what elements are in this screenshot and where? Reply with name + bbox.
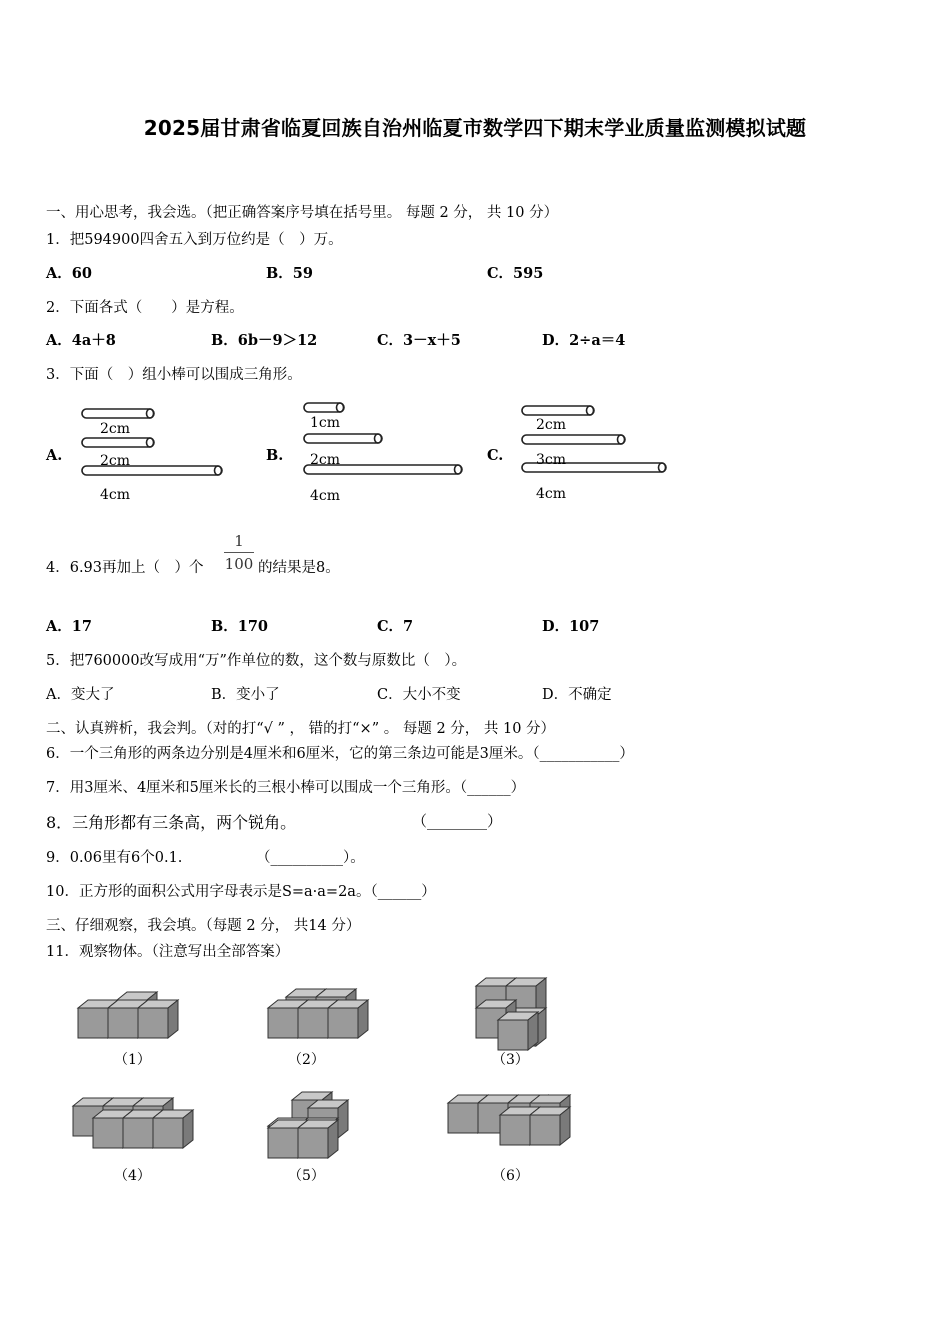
stick-c1-label: 2cm	[536, 417, 567, 433]
stick-c2	[522, 435, 625, 444]
stick-group-a	[76, 402, 236, 507]
q8-blank: （________）	[412, 812, 503, 830]
q7-text: 7．用3厘米、4厘米和5厘米长的三根小棒可以围成一个三角形。（______）	[46, 780, 526, 796]
stick-c1	[522, 406, 594, 415]
q10-text: 10．正方形的面积公式用字母表示是S=a·a=2a。（______）	[46, 884, 436, 900]
page-title: 2025届甘肃省临夏回族自治州临夏市数学四下期末学业质量监测模拟试题	[143, 116, 807, 140]
stick-a3-label: 4cm	[100, 487, 131, 503]
q4-text-before: 4．6.93再加上（ ）个	[46, 560, 204, 576]
stick-group-b	[298, 396, 473, 508]
stick-a2-label: 2cm	[100, 453, 131, 469]
figure-4-label: （4）	[114, 1168, 151, 1184]
q2-option-a: A．4a＋8	[46, 332, 116, 349]
stick-c2-label: 3cm	[536, 452, 567, 468]
q5-option-c: C．大小不变	[377, 687, 461, 703]
stick-b1-label: 1cm	[310, 415, 341, 431]
q4-text-after: 的结果是8。	[258, 560, 340, 576]
q2-option-d: D．2÷a＝4	[542, 332, 626, 349]
q11-text: 11．观察物体。（注意写出全部答案）	[46, 944, 290, 960]
cube-figure-2	[268, 989, 368, 1038]
q5-option-b: B．变小了	[211, 687, 280, 703]
q5-option-d: D．不确定	[542, 687, 612, 703]
stick-b2-label: 2cm	[310, 452, 341, 468]
stick-b2	[304, 434, 382, 443]
figure-5-label: （5）	[288, 1168, 325, 1184]
q5-option-a: A．变大了	[46, 687, 115, 703]
q4-option-c: C．7	[377, 618, 414, 635]
q4-option-a: A．17	[46, 618, 92, 635]
cube-figure-3	[476, 978, 546, 1050]
fraction-bar	[224, 552, 254, 553]
q9-blank: （__________）。	[256, 850, 365, 866]
cube-figure-1	[78, 992, 178, 1038]
stick-group-c	[516, 400, 676, 505]
q1-text: 1．把594900四舍五入到万位约是（ ）万。	[46, 232, 343, 248]
section3-heading: 三、仔细观察，我会填。（每题 2 分， 共14 分）	[46, 918, 361, 934]
q4-option-b: B．170	[211, 618, 269, 635]
q3-option-a-label: A.	[46, 447, 63, 464]
q3-option-c-label: C.	[487, 447, 504, 464]
q4-option-d: D．107	[542, 618, 600, 635]
cube-figure-6	[448, 1095, 570, 1145]
q2-text: 2．下面各式（ ）是方程。	[46, 300, 244, 316]
q3-text: 3．下面（ ）组小棒可以围成三角形。	[46, 367, 302, 383]
stick-b3-label: 4cm	[310, 488, 341, 504]
stick-a1-label: 2cm	[100, 421, 131, 437]
q5-text: 5．把760000改写成用“万”作单位的数，这个数与原数比（ ）。	[46, 653, 467, 669]
section1-heading: 一、用心思考，我会选。（把正确答案序号填在括号里。 每题 2 分， 共 10 分）	[46, 205, 559, 221]
figure-2-label: （2）	[288, 1052, 325, 1068]
q1-option-b: B．59	[266, 265, 313, 282]
cube-figure-5	[268, 1092, 348, 1158]
stick-a1	[82, 409, 154, 418]
q4-fraction	[222, 531, 256, 574]
q2-option-b: B．6b－9＞12	[211, 332, 318, 349]
q9-text: 9．0.06里有6个0.1.	[46, 850, 183, 866]
section2-heading: 二、认真辨析，我会判。（对的打“√ ” ， 错的打“×” 。 每题 2 分， 共 10 分）	[46, 721, 556, 737]
figure-1-label: （1）	[114, 1052, 151, 1068]
figure-6-label: （6）	[492, 1168, 529, 1184]
q6-text: 6．一个三角形的两条边分别是4厘米和6厘米，它的第三条边可能是3厘米。（___________）	[46, 746, 634, 762]
q1-option-a: A．60	[46, 265, 92, 282]
q3-option-b-label: B.	[266, 447, 284, 464]
q8-text: 8．三角形都有三条高，两个锐角。	[46, 813, 297, 832]
q4-fraction-denominator: 100	[224, 555, 254, 573]
q1-option-c: C．595	[487, 265, 544, 282]
cube-figure-4	[73, 1098, 193, 1148]
q4-fraction-numerator: 1	[234, 532, 244, 550]
stick-a2	[82, 438, 154, 447]
q2-option-c: C．3－x＋5	[377, 332, 461, 349]
stick-c3-label: 4cm	[536, 486, 567, 502]
cube-figures	[40, 970, 680, 1200]
figure-3-label: （3）	[492, 1052, 529, 1068]
